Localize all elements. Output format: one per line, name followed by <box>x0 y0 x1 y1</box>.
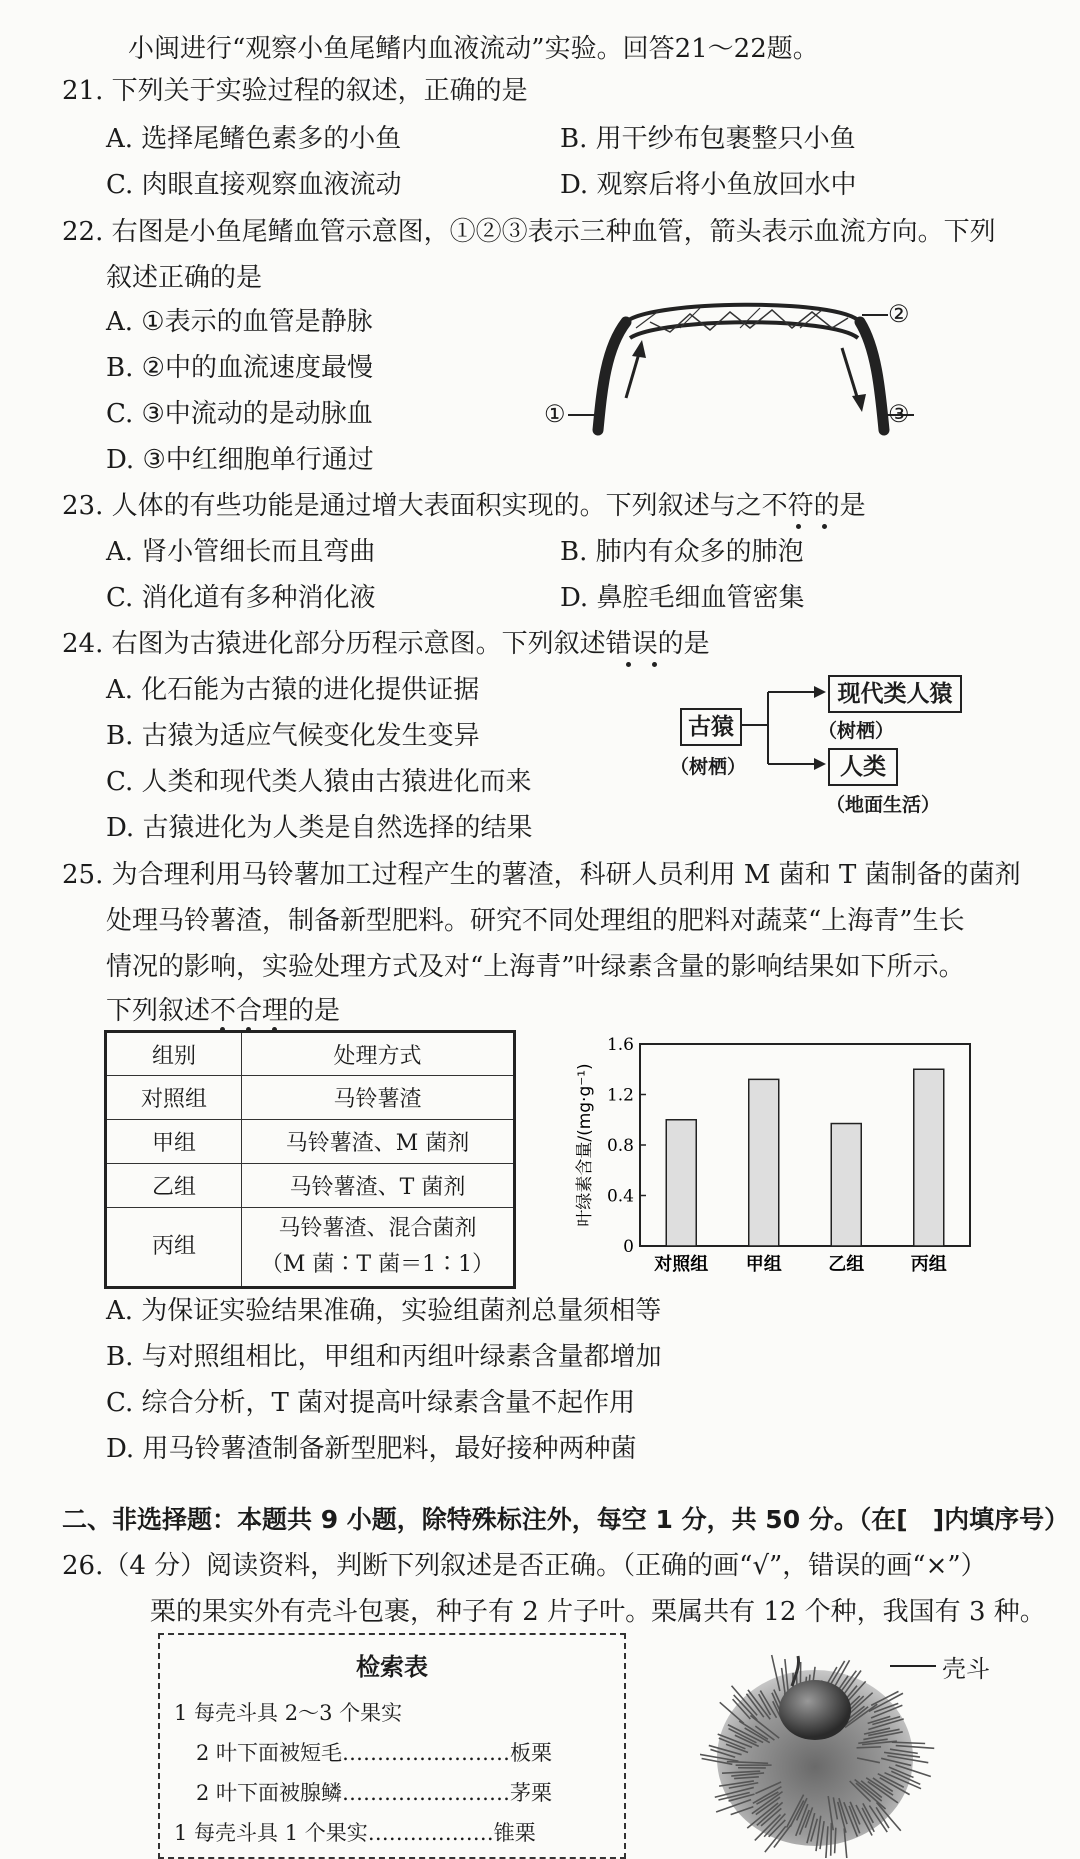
q21-option-a: A. 选择尾鳍色素多的小鱼 <box>106 126 401 152</box>
section-two-heading: 二、非选择题：本题共 9 小题，除特殊标注外，每空 1 分，共 50 分。（在[ ]内填序号） <box>62 1507 1069 1532</box>
q23-stem: 23. 人体的有些功能是通过增大表面积实现的。下列叙述与之不符的是 <box>62 493 866 519</box>
table-cell: 丙组 <box>106 1208 242 1288</box>
q24-option-a: A. 化石能为古猿的进化提供证据 <box>106 677 479 703</box>
table-row <box>106 1076 515 1120</box>
bar <box>749 1079 779 1246</box>
key-line: 1 每壳斗具 1 个果实………………锥栗 <box>174 1817 536 1847</box>
table-cell: 乙组 <box>106 1164 242 1208</box>
table-cell: 马铃薯渣、T 菌剂 <box>242 1164 515 1208</box>
q25-option-b: B. 与对照组相比，甲组和丙组叶绿素含量都增加 <box>106 1344 662 1370</box>
q22-option-b: B. ②中的血流速度最慢 <box>106 355 373 381</box>
key-line: 2 叶下面被短毛……………………板栗 <box>196 1737 552 1767</box>
key-line: 1 每壳斗具 2～3 个果实 <box>174 1697 402 1727</box>
key-title: 检索表 <box>160 1647 624 1682</box>
table-cell: 对照组 <box>106 1076 242 1120</box>
table-cell: 马铃薯渣、M 菌剂 <box>242 1120 515 1164</box>
q22-option-c: C. ③中流动的是动脉血 <box>106 401 373 427</box>
human-box: 人类 <box>828 748 898 786</box>
table-cell: 甲组 <box>106 1120 242 1164</box>
q25-option-d: D. 用马铃薯渣制备新型肥料，最好接种两种菌 <box>106 1436 636 1462</box>
chestnut-burr-image <box>700 1628 940 1858</box>
x-tick-label: 丙组 <box>911 1254 947 1275</box>
y-tick-label: 0.8 <box>607 1136 634 1156</box>
q25-stem-line2: 处理马铃薯渣，制备新型肥料。研究不同处理组的肥料对蔬菜“上海青”生长 <box>106 908 965 934</box>
q22-option-a: A. ①表示的血管是静脉 <box>106 309 373 335</box>
emphasis-dot <box>652 662 657 667</box>
q21-option-c: C. 肉眼直接观察血液流动 <box>106 172 402 198</box>
q24-option-b: B. 古猿为适应气候变化发生变异 <box>106 723 480 749</box>
q21-option-d: D. 观察后将小鱼放回水中 <box>560 172 856 198</box>
q22-option-d: D. ③中红细胞单行通过 <box>106 447 374 473</box>
bar <box>914 1069 944 1246</box>
emphasis-dot <box>822 524 827 529</box>
y-tick-label: 0.4 <box>607 1187 634 1207</box>
q25-stem-line4: 下列叙述不合理的是 <box>106 998 340 1024</box>
modern-ape-box: 现代类人猿 <box>828 675 962 713</box>
vessel-label-3: ③ <box>888 402 910 426</box>
q25-stem-line3: 情况的影响，实验处理方式及对“上海青”叶绿素含量的影响结果如下所示。 <box>106 954 965 980</box>
emphasis-dot <box>626 662 631 667</box>
table-header-group: 组别 <box>106 1032 242 1076</box>
x-tick-label: 乙组 <box>828 1254 864 1275</box>
q21-stem: 21. 下列关于实验过程的叙述，正确的是 <box>62 78 528 104</box>
q26-stem: 26.（4 分）阅读资料，判断下列叙述是否正确。（正确的画“√”，错误的画“×”） <box>62 1553 987 1579</box>
key-line: 2 叶下面被腺鳞……………………茅栗 <box>196 1777 552 1807</box>
chlorophyll-bar-chart <box>560 1030 980 1278</box>
x-tick-label: 甲组 <box>746 1254 782 1275</box>
table-cell: 马铃薯渣 <box>242 1076 515 1120</box>
table-cell <box>242 1208 515 1288</box>
table-row <box>106 1208 515 1288</box>
intro-text: 小闽进行“观察小鱼尾鳍内血液流动”实验。回答21～22题。 <box>128 36 819 62</box>
q21-option-b: B. 用干纱布包裹整只小鱼 <box>560 126 856 152</box>
q23-option-b: B. 肺内有众多的肺泡 <box>560 539 804 565</box>
vessel-label-1: ① <box>544 402 566 426</box>
emphasis-dot <box>796 524 801 529</box>
table-cell-line: （M 菌∶T 菌＝1∶1） <box>242 1247 513 1283</box>
ancestor-note: （树栖） <box>670 752 746 779</box>
table-row <box>106 1164 515 1208</box>
q23-option-d: D. 鼻腔毛细血管密集 <box>560 585 804 611</box>
identification-key-box <box>158 1633 626 1859</box>
q24-option-c: C. 人类和现代类人猿由古猿进化而来 <box>106 769 532 795</box>
table-header-treatment: 处理方式 <box>242 1032 515 1076</box>
q23-option-c: C. 消化道有多种消化液 <box>106 585 376 611</box>
x-tick-label: 对照组 <box>654 1253 708 1275</box>
modern-ape-note: （树栖） <box>818 716 894 743</box>
q25-option-a: A. 为保证实验结果准确，实验组菌剂总量须相等 <box>106 1298 661 1324</box>
q25-stem-line1: 25. 为合理利用马铃薯加工过程产生的薯渣，科研人员利用 M 菌和 T 菌制备的菌剂 <box>62 862 1021 888</box>
q24-stem: 24. 右图为古猿进化部分历程示意图。下列叙述错误的是 <box>62 631 710 657</box>
bar <box>666 1120 696 1246</box>
q24-option-d: D. 古猿进化为人类是自然选择的结果 <box>106 815 532 841</box>
y-axis-label: 叶绿素含量/(mg·g⁻¹) <box>575 1063 595 1226</box>
bar <box>831 1124 861 1246</box>
q25-option-c: C. 综合分析，T 菌对提高叶绿素含量不起作用 <box>106 1390 635 1416</box>
q26-material: 栗的果实外有壳斗包裹，种子有 2 片子叶。栗属共有 12 个种，我国有 3 种。 <box>150 1599 1046 1625</box>
y-tick-label: 1.6 <box>607 1035 634 1055</box>
ancestor-box: 古猿 <box>680 708 742 746</box>
y-tick-label: 1.2 <box>607 1086 634 1106</box>
treatment-table <box>104 1030 516 1289</box>
y-tick-label: 0 <box>623 1237 634 1257</box>
q22-stem-line1: 22. 右图是小鱼尾鳍血管示意图，①②③表示三种血管，箭头表示血流方向。下列 <box>62 219 996 245</box>
q22-stem-line2: 叙述正确的是 <box>106 265 262 291</box>
vessel-label-2: ② <box>888 302 910 326</box>
q23-option-a: A. 肾小管细长而且弯曲 <box>106 539 375 565</box>
tail-fin-vessel-diagram <box>540 288 940 448</box>
table-cell-line: 马铃薯渣、混合菌剂 <box>242 1211 513 1247</box>
human-note: （地面生活） <box>826 790 940 817</box>
table-row <box>106 1120 515 1164</box>
cupule-label: 壳斗 <box>942 1657 990 1681</box>
